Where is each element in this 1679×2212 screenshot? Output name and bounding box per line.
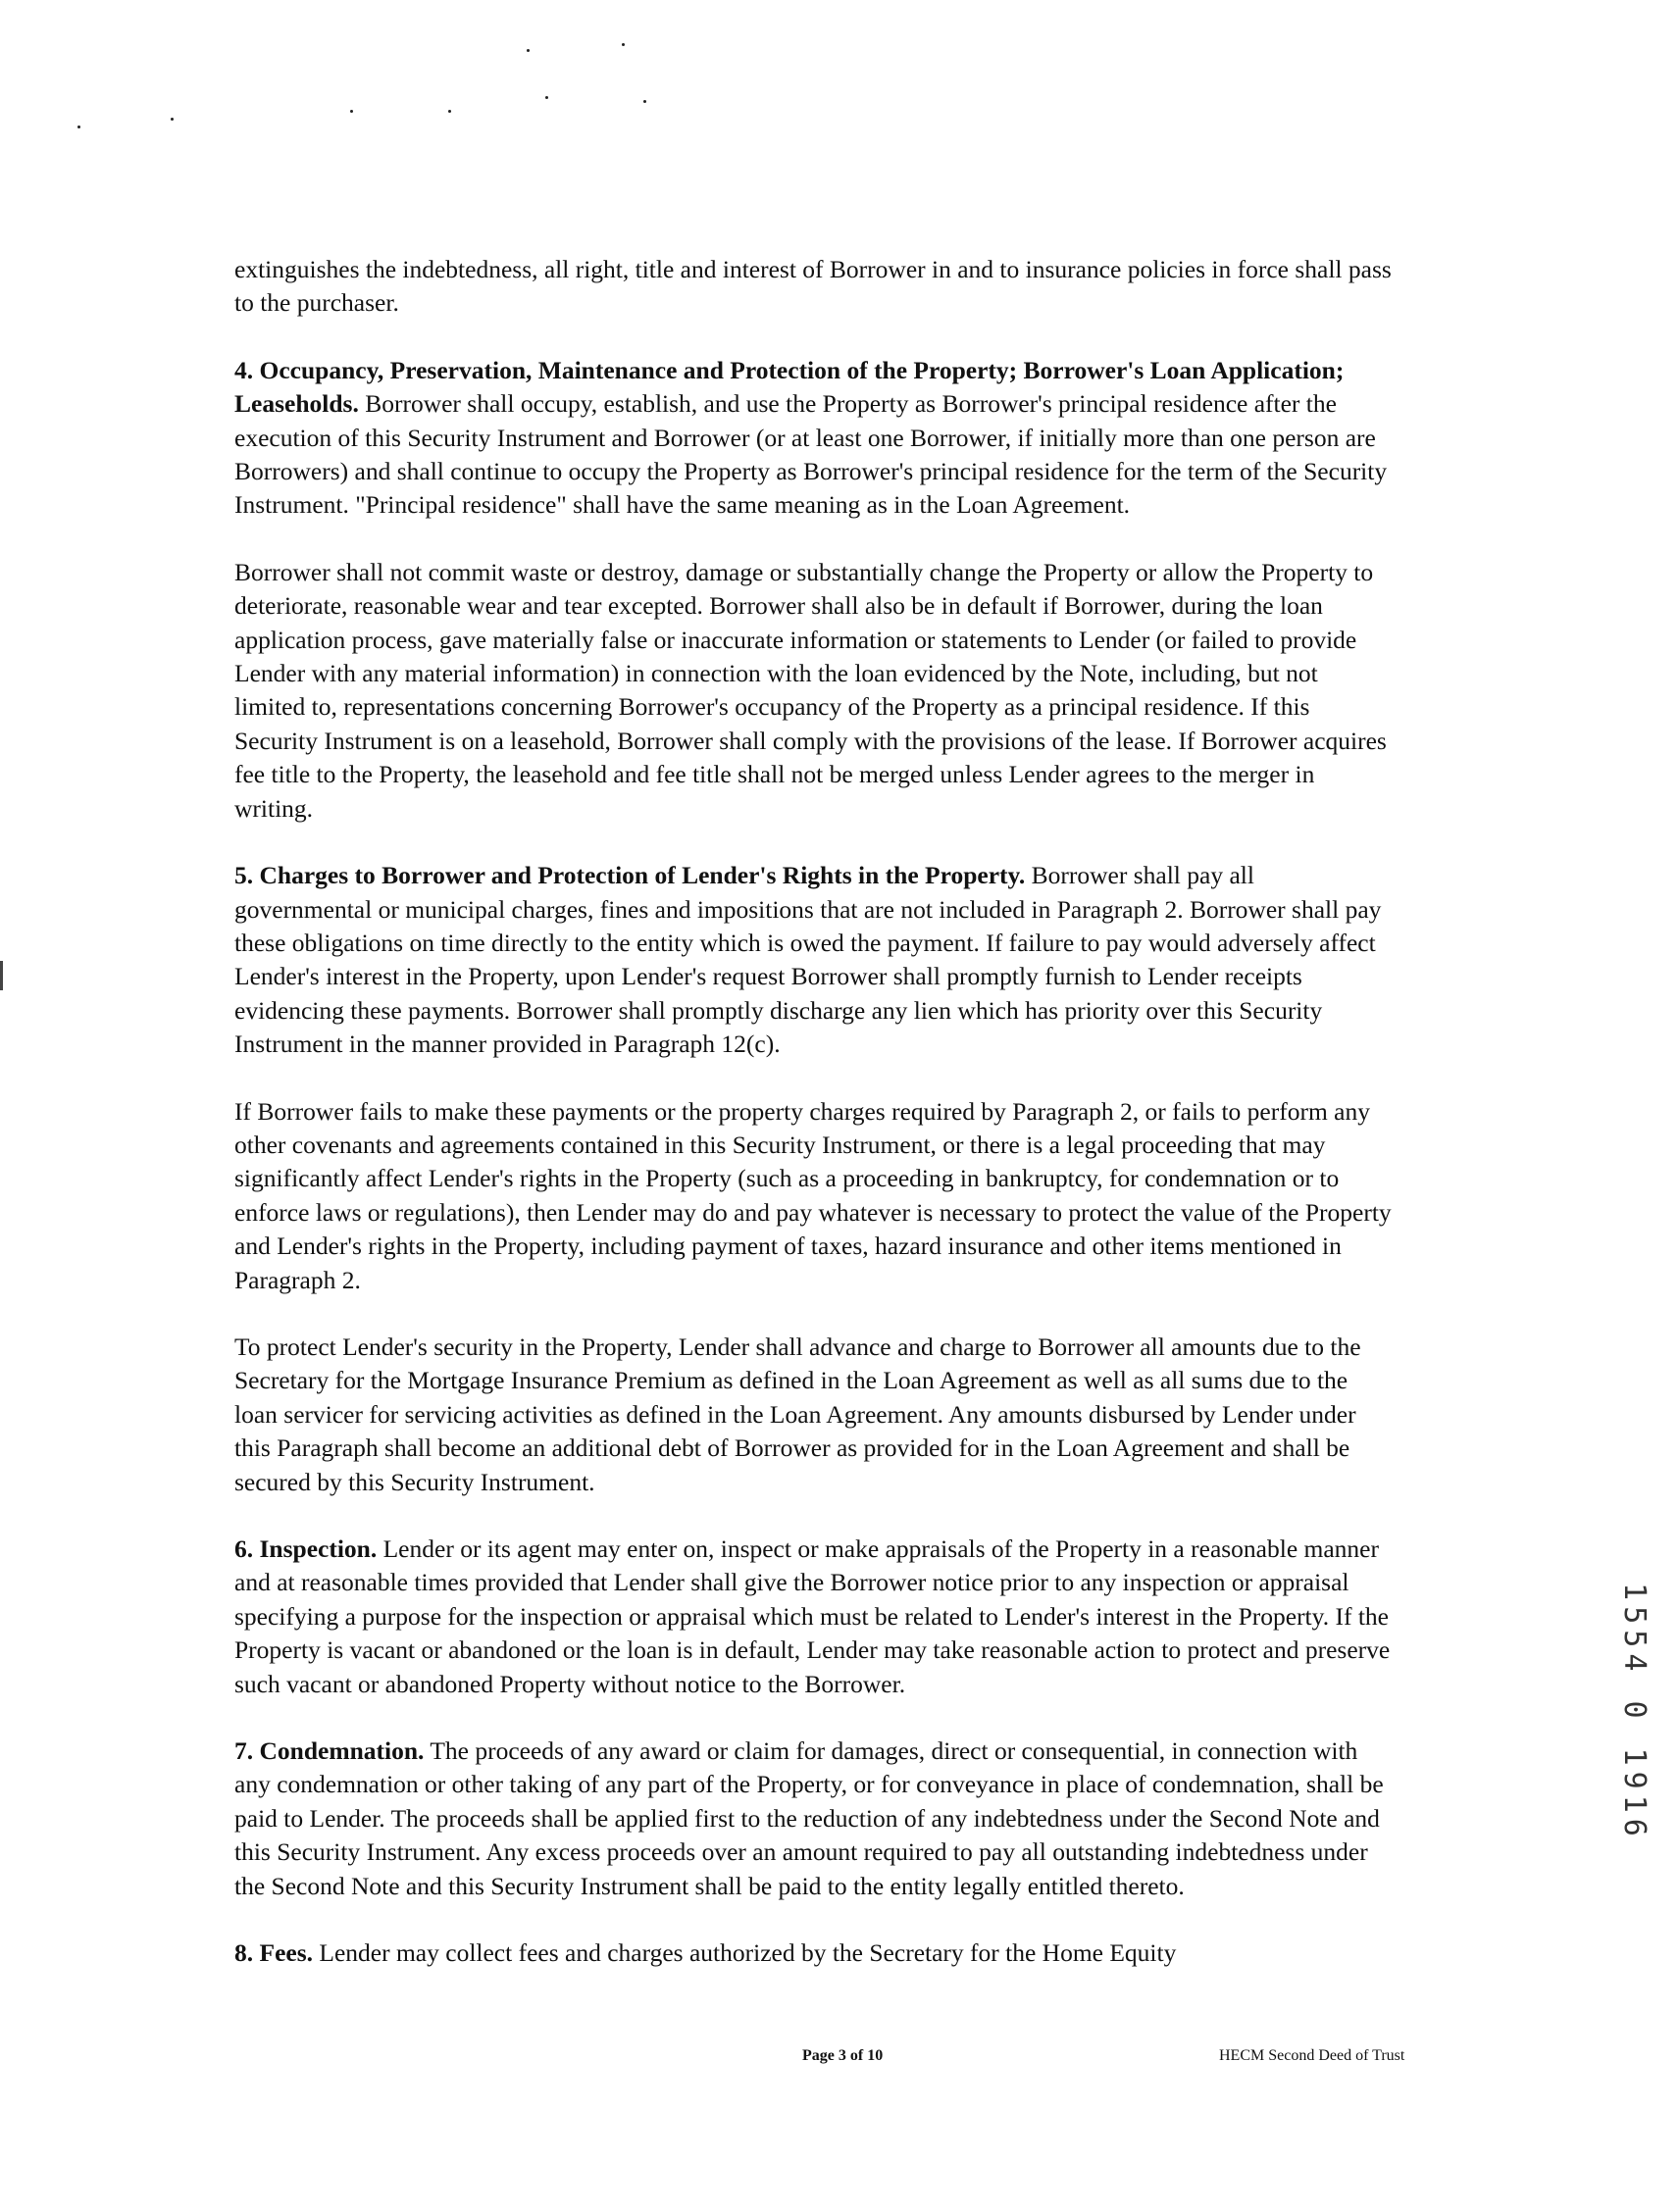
page-number: Page 3 of 10 (802, 2047, 884, 2064)
side-stamp-text: 1554 0 1916 (1616, 1582, 1652, 1842)
paragraph-8 (234, 1734, 1392, 1903)
paragraph-3 (234, 556, 1392, 826)
paragraph-9 (234, 1936, 1392, 1970)
paragraph-heading: 8. Fees. (234, 1938, 314, 1968)
scan-edge-mark (0, 961, 3, 990)
paragraph-5 (234, 1095, 1392, 1297)
scan-speck (350, 110, 353, 113)
scan-speck (448, 110, 451, 113)
scan-speck (527, 49, 530, 52)
paragraph-text: Lender may collect fees and charges authorized by the Secretary for the Home Equity (313, 1938, 1177, 1968)
paragraph-text: To protect Lender's security in the Property, Lender shall advance and charge to Borrower all amounts due to the Secretary for the Mortgage Insurance Premium as defined in the Loan Agreement as well as all sums due to the loan servicer for servicing activities as defined in the Loan Agreement. Any amounts disbursed by Lender under this Paragraph shall become an additional debt of Borrower as provided for in the Loan Agreement and shall be secured by this Security Instrument. (234, 1332, 1361, 1496)
paragraph-heading: 6. Inspection. (234, 1534, 378, 1563)
paragraph-text: Lender or its agent may enter on, inspect or make appraisals of the Property in a reasonable manner and at reasonable times provided that Lender shall give the Borrower notice prior to any inspection or appraisal specifying a purpose for the inspection or appraisal which must be related to Lender's interest in the Property. If the Property is vacant or abandoned or the loan is in default, Lender may take reasonable action to protect and preserve such vacant or abandoned Property without notice to the Borrower. (234, 1534, 1391, 1698)
side-stamp (1614, 1575, 1654, 1849)
paragraph-heading: 7. Condemnation. (234, 1736, 425, 1766)
paragraph-text: If Borrower fails to make these payments or the property charges required by Paragraph 2, or fails to perform any other covenants and agreements contained in this Security Instrument, or there is a legal proceeding that may significantly affect Lender's rights in the Property (such as a proceeding in bankruptcy, for condemnation or to enforce laws or regulations), then Lender may do and pay whatever is necessary to protect the value of the Property and Lender's rights in the Property, including payment of taxes, hazard insurance and other items mentioned in Paragraph 2. (234, 1096, 1392, 1294)
scan-speck (643, 100, 646, 103)
scan-speck (171, 118, 174, 121)
paragraph-heading: 5. Charges to Borrower and Protection of Lender's Rights in the Property. (234, 861, 1026, 890)
paragraph-text: Borrower shall not commit waste or destroy, damage or substantially change the Property or allow the Property to deteriorate, reasonable wear and tear excepted. Borrower shall also be in default if Borrower, during the loan application process, gave materially false or inaccurate information or statements to Lender (or failed to provide Lender with any material information) in connection with the loan evidenced by the Note, including, but not limited to, representations concerning Borrower's occupancy of the Property as a principal residence. If this Security Instrument is on a leasehold, Borrower shall comply with the provisions of the lease. If Borrower acquires fee title to the Property, the leasehold and fee title shall not be merged unless Lender agrees to the merger in writing. (234, 557, 1387, 823)
footer-document-title: HECM Second Deed of Trust (1219, 2047, 1405, 2064)
paragraph-2 (234, 354, 1392, 523)
paragraph-text: The proceeds of any award or claim for damages, direct or consequential, in connection with any condemnation or other taking of any part of the Property, or for conveyance in place of condemnation, shall be paid to Lender. The proceeds shall be applied first to the reduction of any indebtedness under the Second Note and this Security Instrument. Any excess proceeds over an amount required to pay all outstanding indebtedness under the Second Note and this Security Instrument shall be paid to the entity legally entitled thereto. (234, 1736, 1384, 1900)
paragraph-heading: 4. Occupancy, Preservation, Maintenance and Protection of the Property; Borrower's Loan Application; Leaseholds. (234, 355, 1345, 419)
paragraph-text: Borrower shall pay all governmental or municipal charges, fines and impositions that are not included in Paragraph 2. Borrower shall pay these obligations on time directly to the entity which is owed the payment. If failure to pay would adversely affect Lender's interest in the Property, upon Lender's request Borrower shall promptly furnish to Lender receipts evidencing these payments. Borrower shall promptly discharge any lien which has priority over this Security Instrument in the manner provided in Paragraph 12(c). (234, 861, 1382, 1059)
document-body (234, 253, 1392, 2003)
paragraph-4 (234, 859, 1392, 1061)
paragraph-text: Borrower shall occupy, establish, and use the Property as Borrower's principal residence after the execution of this Security Instrument and Borrower (or at least one Borrower, if initially more than one person are Borrowers) and shall continue to occupy the Property as Borrower's principal residence for the term of the Security Instrument. "Principal residence" shall have the same meaning as in the Loan Agreement. (234, 389, 1388, 520)
paragraph-6 (234, 1331, 1392, 1499)
scan-speck (622, 43, 625, 46)
paragraph-1 (234, 253, 1392, 321)
scan-speck (77, 126, 80, 128)
paragraph-7 (234, 1533, 1392, 1701)
paragraph-text: extinguishes the indebtedness, all right, title and interest of Borrower in and to insurance policies in force shall pass to the purchaser. (234, 255, 1392, 318)
scan-speck (545, 96, 548, 99)
